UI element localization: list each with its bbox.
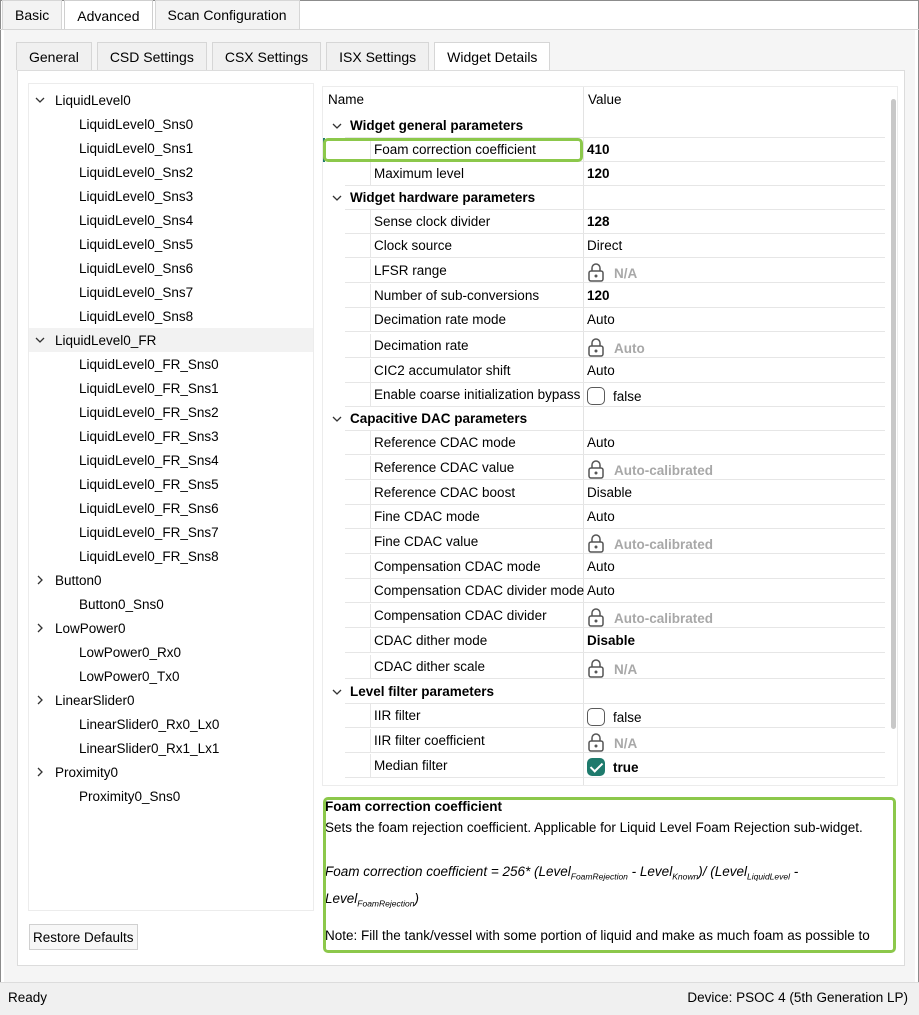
tree-item-label: LowPower0 [55,620,126,636]
tree-leaf[interactable] [29,472,313,496]
property-name: Number of sub-conversions [374,288,540,303]
property-value[interactable] [587,659,637,679]
property-value[interactable] [587,312,615,327]
tree-item-label: Proximity0_Sns0 [79,788,181,804]
status-text: Ready [8,990,48,1005]
restore-defaults-button[interactable]: Restore Defaults [29,924,138,950]
property-row[interactable] [323,308,885,332]
tab-basic[interactable]: Basic [2,0,62,29]
property-value[interactable] [587,142,610,157]
tab-csx-settings[interactable]: CSX Settings [212,42,321,70]
chevron-right-icon[interactable] [34,574,46,586]
property-value[interactable] [587,708,642,726]
row-separator [345,627,885,628]
category-row[interactable] [323,114,885,138]
property-row[interactable] [323,629,885,653]
property-row[interactable] [323,234,885,258]
row-separator [345,553,885,554]
property-value-text: Auto [587,559,615,574]
tree-item-label: LiquidLevel0_Sns7 [79,284,194,300]
grid-scrollbar[interactable] [891,99,896,729]
tree-item-label: LiquidLevel0 [55,92,131,108]
tree-node[interactable] [29,760,313,784]
tree-node[interactable] [29,688,313,712]
lock-icon [587,459,605,479]
tree-item-label: LiquidLevel0_FR_Sns7 [79,524,219,540]
property-name: CDAC dither mode [374,633,488,648]
tree-leaf[interactable] [29,544,313,568]
row-indent [345,604,371,628]
property-name: Median filter [374,758,448,773]
sub-tab-bar [16,42,555,70]
property-value[interactable] [587,214,610,229]
property-value-text: 128 [587,214,610,229]
row-separator [345,454,885,455]
property-row[interactable] [323,431,885,455]
tree-leaf[interactable] [29,112,313,136]
row-indent [345,334,371,358]
property-row[interactable] [323,334,885,358]
property-row[interactable] [323,555,885,579]
tree-item-label: LiquidLevel0_Sns1 [79,140,194,156]
tree-leaf[interactable] [29,304,313,328]
property-name: IIR filter [374,708,421,723]
tree-item-label: LiquidLevel0_FR_Sns6 [79,500,219,516]
tree-item-label: LiquidLevel0_FR_Sns2 [79,404,219,420]
tree-item-label: LiquidLevel0_FR_Sns4 [79,452,219,468]
tree-node[interactable] [29,616,313,640]
tree-item-label: Button0_Sns0 [79,596,164,612]
category-label: Widget hardware parameters [350,190,536,205]
property-row[interactable] [323,259,885,283]
property-value[interactable] [587,460,713,480]
row-indent [345,431,371,455]
tree-item-label: LiquidLevel0_FR_Sns0 [79,356,219,372]
tree-leaf[interactable] [29,736,313,760]
tree-node[interactable] [29,88,313,112]
tree-item-label: LiquidLevel0_Sns3 [79,188,194,204]
tree-leaf[interactable] [29,280,313,304]
tree-leaf[interactable] [29,160,313,184]
highlight-box-description [323,797,896,953]
chevron-right-icon[interactable] [34,694,46,706]
property-value-text: Auto [614,340,645,356]
property-row[interactable] [323,729,885,753]
column-header-name[interactable]: Name [328,92,365,107]
property-value[interactable] [587,758,639,776]
property-row[interactable] [323,505,885,529]
top-tab-bar [2,0,302,30]
property-row[interactable] [323,162,885,186]
property-value[interactable] [587,559,615,574]
property-value-text: 120 [587,166,610,181]
row-indent [345,234,371,258]
property-grid [322,86,898,786]
property-value[interactable] [587,583,615,598]
tree-leaf[interactable] [29,184,313,208]
property-row[interactable] [323,604,885,628]
property-value-text: Auto [587,435,615,450]
tree-item-label: LiquidLevel0_Sns4 [79,212,194,228]
tree-leaf[interactable] [29,352,313,376]
tree-leaf[interactable] [29,136,313,160]
category-label: Capacitive DAC parameters [350,411,528,426]
property-value-text: false [613,709,642,725]
row-indent [345,210,371,234]
property-name: Decimation rate [374,338,469,353]
tab-widget-details[interactable]: Widget Details [434,42,550,71]
tree-leaf[interactable] [29,520,313,544]
property-value[interactable] [587,435,615,450]
property-value[interactable] [587,509,615,524]
tree-leaf[interactable] [29,424,313,448]
property-name: Compensation CDAC divider mode [374,583,585,598]
property-value[interactable] [587,608,713,628]
row-indent [345,754,371,778]
tree-item-label: LiquidLevel0_FR_Sns3 [79,428,219,444]
chevron-down-icon[interactable] [331,686,343,698]
chevron-right-icon[interactable] [34,622,46,634]
description-text: Sets the foam rejection coefficient. Applicable for Liquid Level Foam Rejection sub-widget. [325,820,863,835]
property-name: Reference CDAC value [374,460,515,475]
row-indent [345,456,371,480]
row-separator [345,331,885,332]
property-value-text: 410 [587,142,610,157]
row-separator [345,678,885,679]
tab-scan-configuration[interactable]: Scan Configuration [155,0,300,29]
grid-header [323,87,898,111]
row-indent [345,162,371,186]
row-separator [345,652,885,653]
tree-item-label: LiquidLevel0_Sns0 [79,116,194,132]
row-indent [345,530,371,554]
tree-item-label: LinearSlider0_Rx1_Lx1 [79,740,220,756]
property-value[interactable] [587,534,713,554]
description-note: Note: Fill the tank/vessel with some portion of liquid and make as much foam as possible to [325,928,870,943]
property-value-text: Auto-calibrated [614,536,714,552]
lock-icon [587,607,605,627]
tab-csd-settings[interactable]: CSD Settings [97,42,207,70]
row-indent [345,704,371,728]
property-name: Decimation rate mode [374,312,507,327]
tree-leaf[interactable] [29,640,313,664]
chevron-down-icon[interactable] [331,120,343,132]
row-separator [345,752,885,753]
property-name: Maximum level [374,166,465,181]
checkbox[interactable] [587,758,605,776]
row-indent [345,729,371,753]
property-value[interactable] [587,166,610,181]
description-title: Foam correction coefficient [325,799,503,814]
tree-item-label: LiquidLevel0_Sns8 [79,308,194,324]
property-row[interactable] [323,210,885,234]
tree-item-label: LowPower0_Rx0 [79,644,182,660]
tree-leaf[interactable] [29,592,313,616]
chevron-down-icon[interactable] [34,94,46,106]
column-header-value[interactable]: Value [588,92,622,107]
row-indent [345,284,371,308]
property-name: Compensation CDAC divider [374,608,547,623]
property-row[interactable] [323,359,885,383]
tab-isx-settings[interactable]: ISX Settings [326,42,429,70]
checkbox[interactable] [587,387,605,405]
tree-leaf[interactable] [29,712,313,736]
tab-general[interactable]: General [16,42,92,70]
tree-item-label: LiquidLevel0_FR_Sns8 [79,548,219,564]
tree-item-label: LowPower0_Tx0 [79,668,180,684]
tree-leaf[interactable] [29,256,313,280]
property-value[interactable] [587,338,645,358]
row-separator [345,777,885,778]
tree-leaf[interactable] [29,664,313,688]
property-row[interactable] [323,655,885,679]
property-row[interactable] [323,284,885,308]
tree-leaf[interactable] [29,400,313,424]
property-value[interactable] [587,363,615,378]
chevron-down-icon[interactable] [331,192,343,204]
row-separator [345,257,885,258]
property-name: Clock source [374,238,453,253]
tree-item-label: LiquidLevel0_FR [55,332,157,348]
row-indent [345,555,371,579]
property-value-text: Disable [587,633,636,648]
lock-icon [587,337,605,357]
row-separator [345,602,885,603]
row-separator [345,528,885,529]
property-value[interactable] [587,288,610,303]
chevron-right-icon[interactable] [34,766,46,778]
property-value-text: 120 [587,288,610,303]
property-value-text: Disable [587,485,633,500]
tree-item-label: LinearSlider0 [55,692,135,708]
row-indent [345,383,371,407]
lock-icon [587,658,605,678]
tree-item-label: LiquidLevel0_Sns5 [79,236,194,252]
row-indent [345,655,371,679]
property-name: Sense clock divider [374,214,491,229]
tree-item-label: LinearSlider0_Rx0_Lx0 [79,716,220,732]
property-value[interactable] [587,633,635,648]
property-value[interactable] [587,733,637,753]
property-value[interactable] [587,485,632,500]
property-value-text: N/A [614,735,638,751]
row-separator [345,357,885,358]
category-row[interactable] [323,407,885,431]
lock-icon [587,533,605,553]
category-label: Widget general parameters [350,118,524,133]
property-row[interactable] [323,754,885,778]
chevron-down-icon[interactable] [34,334,46,346]
property-value-text: Auto [587,583,615,598]
row-indent [345,505,371,529]
property-value-text: false [613,388,642,404]
property-value-text: N/A [614,265,638,281]
property-row[interactable] [323,481,885,505]
property-value[interactable] [587,263,637,283]
tree-leaf[interactable] [29,232,313,256]
category-row[interactable] [323,186,885,210]
tree-leaf[interactable] [29,208,313,232]
property-row[interactable] [323,704,885,728]
property-value-text: true [613,759,639,775]
tree-item-label: LiquidLevel0_FR_Sns1 [79,380,219,396]
device-label: Device: PSOC 4 (5th Generation LP) [687,990,908,1005]
row-indent [345,579,371,603]
description-formula: Foam correction coefficient = 256* (Level$_{FoamRejection}$ - Level$_{Known}$)/ (Level$_{LiquidLevel}$ - Level$_{FoamRejection}$) [325,864,799,909]
property-name: Reference CDAC boost [374,485,516,500]
property-name: Reference CDAC mode [374,435,516,450]
tree-leaf[interactable] [29,376,313,400]
property-row[interactable] [323,456,885,480]
tree-item-label: Proximity0 [55,764,119,780]
tree-leaf[interactable] [29,784,313,808]
row-separator [345,282,885,283]
chevron-down-icon[interactable] [331,413,343,425]
category-label: Level filter parameters [350,684,495,699]
tree-node[interactable] [29,568,313,592]
tree-node[interactable] [29,328,313,352]
property-name: CDAC dither scale [374,659,486,674]
property-value-text: Auto-calibrated [614,610,714,626]
row-indent [345,359,371,383]
property-row[interactable] [323,530,885,554]
row-indent [345,259,371,283]
row-indent [345,629,371,653]
property-name: Foam correction coefficient [374,142,536,157]
property-value-text: N/A [614,661,638,677]
checkbox[interactable] [587,708,605,726]
property-row[interactable] [323,579,885,603]
property-name: CIC2 accumulator shift [374,363,511,378]
property-name: Fine CDAC value [374,534,479,549]
tab-advanced[interactable]: Advanced [64,0,152,30]
property-name: Enable coarse initialization bypass [374,387,581,402]
property-value[interactable] [587,387,642,405]
property-value-text: Auto [587,363,615,378]
row-separator [345,479,885,480]
status-bar [0,982,919,1015]
property-value-text: Auto-calibrated [614,462,714,478]
property-name: Fine CDAC mode [374,509,480,524]
property-value-text: Direct [587,238,623,253]
lock-icon [587,262,605,282]
property-row[interactable] [323,383,885,407]
tree-item-label: LiquidLevel0_Sns6 [79,260,194,276]
tree-item-label: Button0 [55,572,102,588]
property-value[interactable] [587,238,622,253]
tree-item-label: LiquidLevel0_FR_Sns5 [79,476,219,492]
lock-icon [587,732,605,752]
property-value-text: Auto [587,312,615,327]
row-separator [345,727,885,728]
tree-item-label: LiquidLevel0_Sns2 [79,164,194,180]
property-value-text: Auto [587,509,615,524]
highlight-box-property [323,138,583,162]
widget-tree[interactable] [28,83,314,911]
row-indent [345,481,371,505]
tree-leaf[interactable] [29,448,313,472]
property-name: Compensation CDAC mode [374,559,541,574]
property-name: LFSR range [374,263,447,278]
tree-leaf[interactable] [29,496,313,520]
row-indent [345,308,371,332]
property-name: IIR filter coefficient [374,733,485,748]
category-row[interactable] [323,680,885,704]
